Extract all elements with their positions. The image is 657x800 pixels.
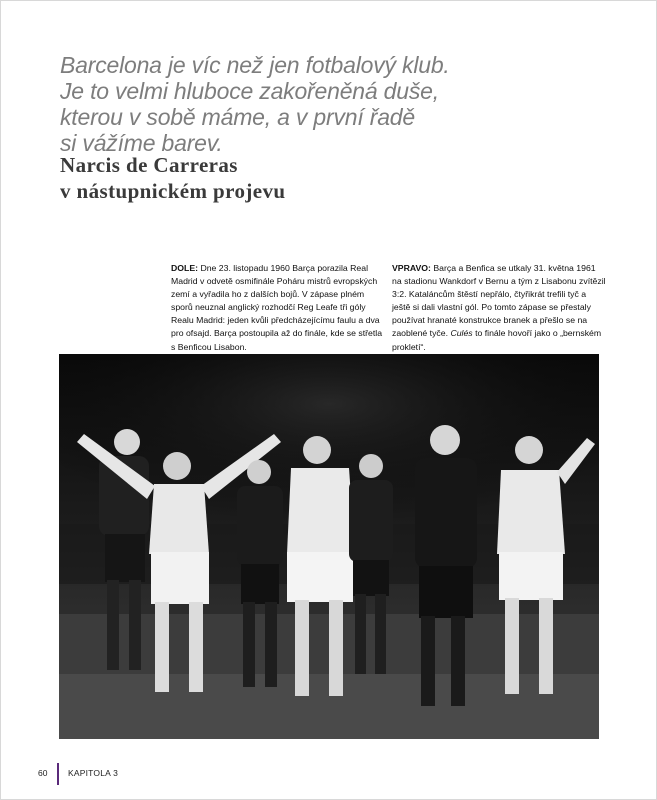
quote-line: Barcelona je víc než jen fotbalový klub. xyxy=(60,52,450,78)
quote-line: kterou v sobě máme, a v první řadě xyxy=(60,104,415,130)
caption-text-end: to finále hovoří jako o „bernském prokletí“. xyxy=(392,328,602,352)
quote-attribution xyxy=(60,152,620,204)
caption-italic: Culés xyxy=(450,328,473,339)
quote-line: si vážíme barev. xyxy=(60,130,223,156)
caption-text: Barça a Benfica se utkaly 31. května 1961 na stadionu Wankdorf v Bernu a tým z Lisabonu zvítězil 3:2. Kataláncům štěstí nepřálo, čtyřikrát trefili tyč a ještě si dali vlastní gól. Po tomto zápase se přestaly používat hranaté konstrukce branek a přešlo se na zaoblené tyče. xyxy=(392,263,606,339)
match-photo xyxy=(59,354,599,739)
footer-accent-bar xyxy=(57,763,59,785)
caption-right xyxy=(392,262,606,354)
caption-label: VPRAVO: xyxy=(392,263,431,273)
attribution-line: Narcis de Carreras xyxy=(60,153,238,177)
photo-illustration xyxy=(59,354,599,739)
attribution-line: v nástupnickém projevu xyxy=(60,179,286,203)
caption-label: DOLE: xyxy=(171,263,199,273)
page-number: 60 xyxy=(38,768,48,778)
quote-line: Je to velmi hluboce zakořeněná duše, xyxy=(60,78,439,104)
caption-below xyxy=(171,262,383,354)
caption-text: Dne 23. listopadu 1960 Barça porazila Real Madrid v odvetě osmifinále Poháru mistrů evropských zemí a vyřadila ho z dalších bojů. V zápase plném sporů neuznal anglický rozhodčí Reg Leafe tři góly Realu Madrid: jeden kvůli předcházejícímu faulu a dva pro ofsajd. Barça postoupila až do finále, kde se střetla s Benficou Lisabon. xyxy=(171,263,383,352)
chapter-label: KAPITOLA 3 xyxy=(68,768,119,778)
pull-quote xyxy=(60,52,620,156)
